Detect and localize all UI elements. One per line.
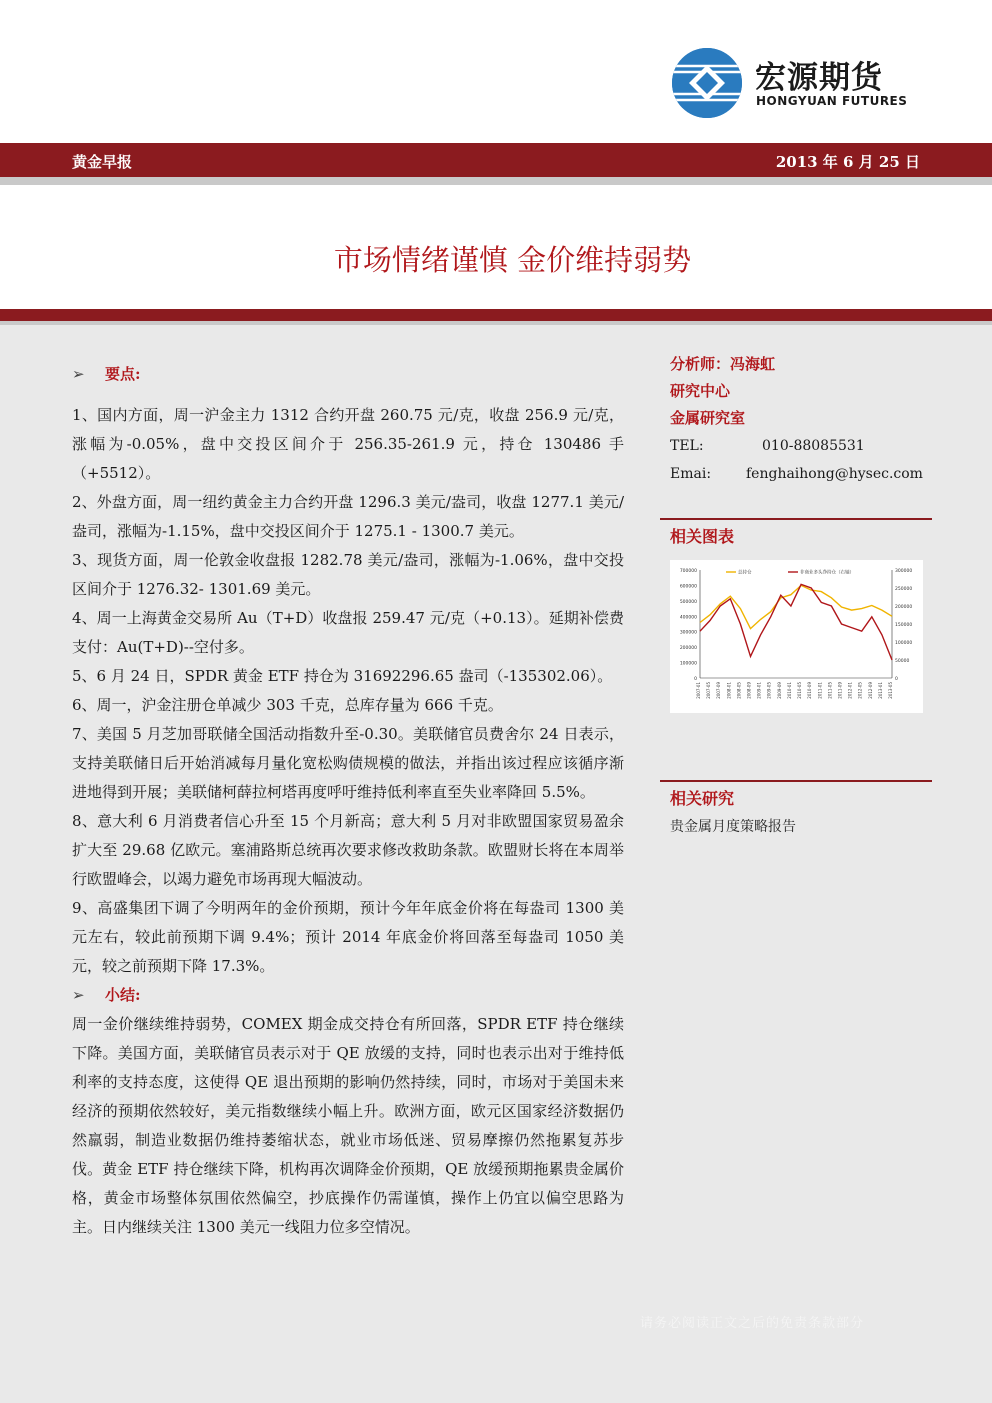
- chart-x-tick-label: 2010-05: [797, 682, 803, 699]
- brand-name-cn: 宏源期货: [755, 60, 883, 96]
- arrow-bullet-icon: ➢: [72, 986, 85, 1004]
- title-rule: [0, 309, 992, 321]
- company-logo: [672, 48, 922, 118]
- chart-x-tick-label: 2010-09: [807, 682, 813, 699]
- sidebar: [670, 351, 932, 488]
- key-points-heading: [72, 360, 624, 389]
- related-charts-heading: 相关图表: [670, 527, 735, 546]
- chart-x-tick-label: 2013-05: [888, 682, 893, 699]
- chart-x-tick-label: 2012-09: [867, 682, 873, 699]
- chart-left-tick-label: 700000: [679, 569, 697, 574]
- chart-right-tick-label: 200000: [895, 605, 913, 610]
- main-column: [72, 360, 624, 1242]
- related-research-section: [660, 780, 932, 836]
- key-points-heading-text: 要点:: [105, 365, 141, 383]
- summary-text: 周一金价继续维持弱势，COMEX 期金成交持仓有所回落，SPDR ETF 持仓继续下降。美国方面，美联储官员表示对于 QE 放缓的支持，同时也表示出对于维持低利率的支持态度，这使得 QE 退出预期的影响仍然持续，同时，市场对于美国未来经济的预期依然较好，美元指数继续小幅上升。欧洲方面，欧元区国家经济数据仍然羸弱，制造业数据仍维持萎缩状态，就业市场低迷、贸易摩擦仍然拖累复苏步伐。黄金 ETF 持仓继续下降，机构再次调降金价预期，QE 放缓预期拖累贵金属价格，黄金市场整体氛围依然偏空，抄底操作仍需谨慎，操作上仍宜以偏空思路为主。日内继续关注 1300 美元一线阻力位多空情况。: [72, 1015, 624, 1236]
- key-point: 2、外盘方面，周一纽约黄金主力合约开盘 1296.3 美元/盎司，收盘 1277.1 美元/盎司，涨幅为-1.15%，盘中交投区间介于 1275.1 - 1300.7 美元。: [72, 493, 624, 540]
- header-band: [0, 143, 992, 177]
- chart-x-tick-label: 2009-01: [756, 682, 762, 699]
- chart-x-tick-label: 2009-05: [766, 682, 772, 699]
- chart-x-tick-label: 2011-09: [837, 682, 843, 699]
- brand-name-en: HONGYUAN FUTURES: [756, 94, 908, 108]
- email-row: [670, 460, 932, 488]
- email-address: fenghaihong@hysec.com: [746, 466, 923, 482]
- chart-right-tick-label: 50000: [895, 659, 910, 664]
- chart-series-line: [700, 584, 892, 660]
- chart-right-tick-label: 0: [895, 677, 898, 682]
- chart-x-tick-label: 2012-01: [847, 682, 853, 699]
- key-point: 4、周一上海黄金交易所 Au（T+D）收盘报 259.47 元/克（+0.13）。延期补偿费支付：Au(T+D)--空付多。: [72, 609, 624, 656]
- chart-x-tick-label: 2008-01: [726, 682, 732, 699]
- chart-left-tick-label: 400000: [679, 615, 697, 621]
- related-research-item[interactable]: 贵金属月度策略报告: [670, 819, 796, 835]
- chart-x-tick-label: 2008-05: [736, 682, 742, 699]
- chart-left-tick-label: 600000: [679, 584, 697, 590]
- chart-x-tick-label: 2013-01: [877, 682, 883, 699]
- chart-svg: [670, 560, 923, 713]
- key-point: 6、周一，沪金注册仓单减少 303 千克，总库存量为 666 千克。: [72, 696, 503, 714]
- chart-legend-label: 总持仓: [738, 570, 752, 576]
- related-charts-section: [660, 518, 932, 550]
- email-label: Emai:: [670, 466, 712, 482]
- chart-left-tick-label: 0: [694, 677, 697, 682]
- chart-left-tick-label: 100000: [679, 661, 697, 667]
- chart-series-line: [700, 585, 892, 628]
- key-point: 3、现货方面，周一伦敦金收盘报 1282.78 美元/盎司，涨幅为-1.06%，盘中交投区间介于 1276.32- 1301.69 美元。: [72, 551, 624, 598]
- summary-heading: [72, 981, 624, 1010]
- key-point: 9、高盛集团下调了今明两年的金价预期，预计今年年底金价将在每盎司 1300 美元左右，较此前预期下调 9.4%；预计 2014 年底金价将回落至每盎司 1050 美元，较之前预期下降 17.3%。: [72, 899, 624, 975]
- chart-left-tick-label: 500000: [679, 599, 697, 605]
- chart-x-tick-label: 2010-01: [786, 682, 792, 699]
- chart-left-tick-label: 200000: [679, 646, 697, 652]
- holdings-chart: [670, 560, 923, 713]
- chart-right-tick-label: 100000: [895, 641, 913, 646]
- footer-disclaimer: 请务必阅读正文之后的免责条款部分: [640, 1316, 865, 1331]
- chart-x-tick-label: 2007-05: [706, 682, 712, 699]
- key-point: 7、美国 5 月芝加哥联储全国活动指数升至-0.30。美联储官员费舍尔 24 日表示，支持美联储日后开始消减每月量化宽松购债规模的做法，并指出该过程应该循序渐进地得到开展；美联储柯薛拉柯塔再度呼吁维持低利率直至失业率降回 5.5%。: [72, 725, 624, 801]
- key-point: 5、6 月 24 日，SPDR 黄金 ETF 持仓为 31692296.65 盎司（-135302.06）。: [72, 667, 613, 685]
- page-title: 市场情绪谨慎 金价维持弱势: [333, 243, 692, 277]
- header-band-shadow: [0, 177, 992, 185]
- analyst-name: 分析师：冯海虹: [670, 355, 776, 373]
- chart-x-tick-label: 2012-05: [857, 682, 863, 699]
- chart-x-tick-label: 2007-09: [716, 682, 722, 699]
- research-room: 金属研究室: [670, 409, 746, 427]
- tel-label: TEL:: [670, 438, 704, 454]
- summary-heading-text: 小结:: [105, 986, 141, 1004]
- chart-left-tick-label: 300000: [679, 630, 697, 636]
- chart-legend-label: 非商业多头净持仓（右轴）: [800, 570, 854, 576]
- tel-row: [670, 432, 932, 460]
- report-type: 黄金早报: [72, 153, 133, 171]
- chart-right-tick-label: 250000: [895, 587, 913, 592]
- chart-x-tick-label: 2007-01: [696, 682, 701, 699]
- report-date: 2013 年 6 月 25 日: [775, 153, 920, 171]
- chart-right-tick-label: 300000: [895, 569, 913, 574]
- chart-x-tick-label: 2011-05: [827, 682, 833, 699]
- logo-emblem: [672, 48, 742, 118]
- chart-x-tick-label: 2008-09: [746, 682, 752, 699]
- related-research-heading: 相关研究: [670, 789, 735, 808]
- chart-right-tick-label: 150000: [895, 623, 913, 628]
- key-point: 8、意大利 6 月消费者信心升至 15 个月新高；意大利 5 月对非欧盟国家贸易盈余扩大至 29.68 亿欧元。塞浦路斯总统再次要求修改救助条款。欧盟财长将在本周举行欧盟峰会，以竭力避免市场再现大幅波动。: [72, 812, 624, 888]
- tel-number: 010-88085531: [762, 438, 865, 454]
- key-point: 1、国内方面，周一沪金主力 1312 合约开盘 260.75 元/克，收盘 256.9 元/克，涨幅为-0.05%，盘中交投区间介于 256.35-261.9 元，持仓 130486 手（+5512）。: [72, 406, 624, 482]
- arrow-bullet-icon: ➢: [72, 365, 85, 383]
- department: 研究中心: [670, 382, 731, 400]
- chart-x-tick-label: 2011-01: [817, 682, 823, 699]
- chart-x-tick-label: 2009-09: [776, 682, 782, 699]
